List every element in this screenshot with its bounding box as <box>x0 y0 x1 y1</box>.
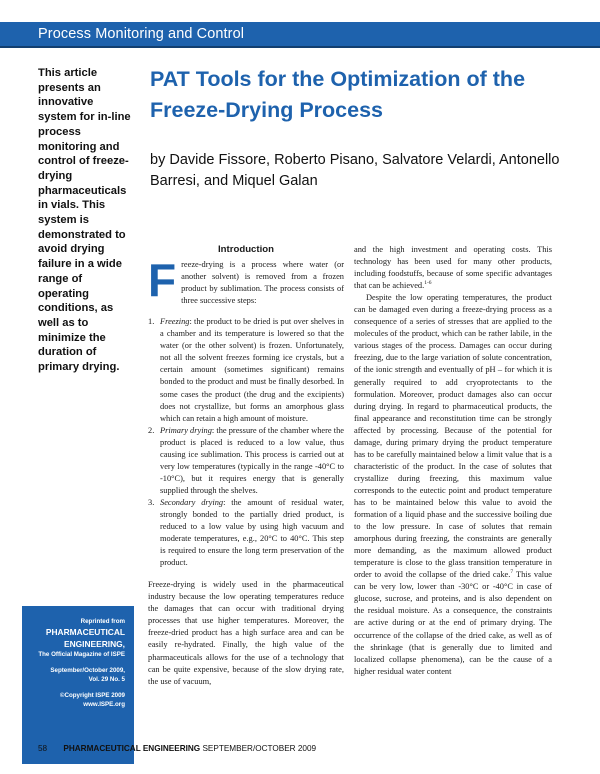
list-item-text: : the pressure of the chamber where the product is placed is reduced to a low value, thus causing ice sublimation. This process is carried out at very low temperatures (typically in the range -40°C to -10°C), but it requires energy that is generally supplied through the shelves. <box>160 425 345 495</box>
list-item-number: 2. <box>148 425 155 435</box>
reprint-tagline: The Official Magazine of ISPE <box>38 651 125 658</box>
body-paragraph <box>354 244 552 292</box>
list-item-term: Secondary drying <box>160 497 224 507</box>
body-column-1 <box>148 244 344 688</box>
page-number: 58 <box>38 744 48 753</box>
section-heading: Introduction <box>218 244 274 255</box>
list-item-number: 3. <box>148 497 155 507</box>
body-column-2 <box>354 244 552 678</box>
intro-paragraph <box>148 254 344 307</box>
reprint-label: Reprinted from <box>80 618 125 625</box>
section-title: Process Monitoring and Control <box>38 26 245 42</box>
paragraph-text: and the high investment and operating costs. This technology has been used for many other products, including foodstuffs, because of some specific advantages that can be achieved. <box>354 245 552 291</box>
list-item-term: Freezing <box>160 317 190 327</box>
article-title: PAT Tools for the Optimization of the Freeze-Drying Process <box>150 67 526 122</box>
footer-issue: SEPTEMBER/OCTOBER 2009 <box>202 744 317 753</box>
section-banner <box>0 22 600 46</box>
banner-rule <box>0 46 600 48</box>
paragraph-text: This value can be very low, lower than -30°C or -40°C in case of glucose, sucrose, and proteins, and is also dependent on the residual moisture. As a consequence, the constraints are active during or at the end of primary drying. The occurrence of the collapse of the dried cake, as well as of the shrinkage (that is generally due to limited and localized collapse phenomena), can be the cause of a higher residual water content <box>354 570 553 676</box>
paragraph-text: Despite the low operating temperatures, the product can be damaged even during a freeze-drying process as a consequence of a series of stresses that are applied to the molecules of the product, which can be rather labile, in the various stages of the process. Damages can occur during freezing, due to the large variation of solute concentration, of the ionic strength and eventually of pH – for which it is generally required to add cryoprotectants to the formulation. Moreover, product damages also can occur during drying. In regard to pharmaceutical products, the final appearance and reconstitution time can be strongly affected by processing. Because of the potential for damage, during primary drying the product temperature has to be carefully maintained below a limit value that is a characteristic of the product. In the case of solutes that crystallize during freezing, this maximum value corresponds to the eutectic point and product temperature has to be maintained below this value to avoid the formation of a liquid phase and the successive boiling due to the low pressure. In case of solutes that remain amorphous during freezing, the constraints are generally more demanding, as the maximum allowed product temperature is close to the glass transition temperature in order to avoid the collapse of the dried cake. <box>354 293 552 580</box>
reprint-issue: September/October 2009, <box>50 667 125 674</box>
article-authors: by Davide Fissore, Roberto Pisano, Salvatore Velardi, Antonello Barresi, and Miquel Galan <box>150 152 560 189</box>
list-item-number: 1. <box>148 317 155 327</box>
process-steps-list <box>148 316 344 569</box>
list-item <box>148 425 344 497</box>
page-footer <box>38 744 568 753</box>
reprint-volume: Vol. 29 No. 5 <box>88 676 125 683</box>
body-paragraph: Freeze-drying is widely used in the pharmaceutical industry because the low operating temperatures reduce the damages that can occur with traditional drying processes that use higher temperatures. Moreover, the freeze-dried product has a high surface area and can be easily re-hydrated. Finally, the high value of the pharmaceuticals allows for the use of a technology that can be quite expensive, because of the slow drying rate, the use of vacuum, <box>148 580 344 686</box>
reprint-magazine-line2: ENGINEERING, <box>64 639 125 649</box>
reprint-url: www.ISPE.org <box>83 701 125 708</box>
reference-superscript: 7 <box>510 569 514 576</box>
reprint-box <box>22 606 134 764</box>
reprint-magazine-line1: PHARMACEUTICAL <box>45 627 125 637</box>
list-item-text: : the amount of residual water, strongly bonded to the partially dried product, is reduced to a low value by using high vacuum and moderate temperatures, e.g., 20°C to 40°C. This step is required to ensure the long term preservation of the product. <box>160 497 344 568</box>
intro-text: reeze-drying is a process where water (or another solvent) is removed from a frozen product by sublimation. The process consists of three successive steps: <box>181 260 344 306</box>
list-item <box>148 316 344 424</box>
drop-cap: F <box>148 254 177 307</box>
reference-superscript: 1-6 <box>424 280 432 287</box>
sidebar-abstract: This article presents an innovative system for in-line process monitoring and control of freeze-drying pharmaceuticals in vials. This system is demonstrated to avoid drying failure in a wide range of operating conditions, as well as to minimize the duration of primary drying. <box>38 67 131 374</box>
footer-magazine: PHARMACEUTICAL ENGINEERING <box>63 744 201 753</box>
list-item-term: Primary drying <box>160 425 212 435</box>
list-item <box>148 497 344 569</box>
body-paragraph <box>354 292 552 678</box>
list-item-text: : the product to be dried is put over shelves in a chamber and its temperature is lowered so that the water (or the other solvent) is frozen. Unfortunately, not all the solvent freezes forming ice crystals, but a certain amount (sometimes significant) remains bonded to the product and must be finally desorbed. In some cases the product (the drug and the excipients) does not crystallize, but forms an amorphous glass which can retain a high amount of moisture. <box>160 317 344 423</box>
reprint-copyright: ©Copyright ISPE 2009 <box>59 692 125 699</box>
